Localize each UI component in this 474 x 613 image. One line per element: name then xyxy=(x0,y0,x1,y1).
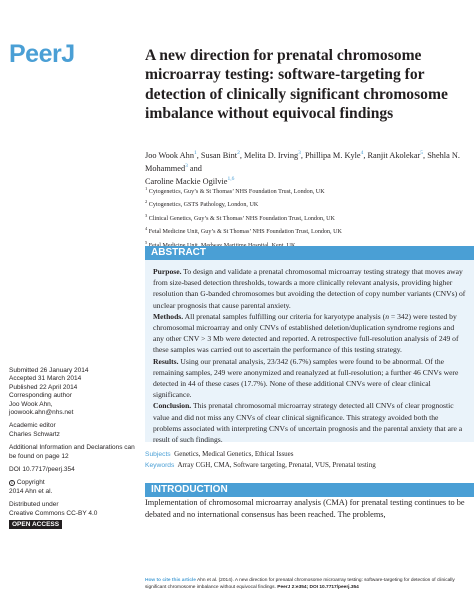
author[interactable]: Caroline Mackie Ogilvie$^{1,6}$ xyxy=(145,176,235,187)
distributed-label: Distributed under xyxy=(9,501,59,509)
introduction-text: Implementation of chromosomal microarray analysis (CMA) for prenatal testing continues to be debated and no international consensus has been reached. The problems, xyxy=(145,498,465,519)
abstract-results: Results. Using our prenatal analysis, 23/342 (6.7%) samples were found to be abnormal. Of the remaining samples, 249 were anonymized and reanalyzed at full-resolution; a further 46 CNVs were detected in 44 of these cases (17.7%). None of these additional CNVs were of clear clinical significance. xyxy=(153,356,459,400)
subjects-links[interactable]: Genetics, Medical Genetics, Ethical Issues xyxy=(174,450,294,458)
peerj-logo[interactable]: PeerJ xyxy=(9,40,75,68)
published-date: Published 22 April 2014 xyxy=(9,383,78,391)
corresponding-author-email[interactable]: joowook.ahn@nhs.net xyxy=(9,409,74,417)
author[interactable]: Susan Bint$^2$ xyxy=(200,150,240,160)
license-link[interactable]: Creative Commons CC-BY 4.0 xyxy=(9,509,98,517)
affiliation: $^2$ Cytogenetics, GSTS Pathology, London, UK xyxy=(145,199,259,209)
affiliation: $^4$ Fetal Medicine Unit, Guy’s & St Thomas’ NHS Foundation Trust, London, UK xyxy=(145,226,342,236)
cite-journal[interactable]: PeerJ 2:e354; DOI 10.7717/peerj.354 xyxy=(277,585,359,590)
author-list: Joo Wook Ahn$^1$, Susan Bint$^2$, Melita D. Irving$^3$, Phillipa M. Kyle$^4$, Ranjit Akolekar$^5$, Shehla N. Mohammed$^3$ and Caroline Mackie Ogilvie$^{1,6}$ xyxy=(145,150,460,187)
author[interactable]: Melita D. Irving$^3$ xyxy=(243,150,301,160)
academic-editor-label: Academic editor xyxy=(9,422,56,430)
corresponding-author-name: Joo Wook Ahn, xyxy=(9,400,53,408)
corresponding-author-label: Corresponding author xyxy=(9,392,72,400)
doi[interactable]: DOI 10.7717/peerj.354 xyxy=(9,466,75,474)
copyright-icon: c xyxy=(10,479,14,485)
article-title: A new direction for prenatal chromosome microarray testing: software-targeting for detection of clinically significant chromosome imbalance without equivocal findings xyxy=(145,47,448,123)
affiliation: $^3$ Clinical Genetics, Guy’s & St Thomas’ NHS Foundation Trust, London, UK xyxy=(145,212,335,222)
subjects-keywords xyxy=(145,449,470,471)
subjects-row: Subjects Genetics, Medical Genetics, Ethical Issues xyxy=(145,450,294,458)
author[interactable]: Phillipa M. Kyle$^4$ xyxy=(305,150,364,160)
open-access-badge[interactable]: OPEN ACCESS xyxy=(9,520,62,529)
abstract-conclusion: Conclusion. This prenatal chromosomal microarray strategy detected all CNVs of clear prognostic value and did not miss any CNVs of clear clinical significance. This strategy avoided both the problems associated with interpreting CNVs of uncertain prognosis and the parental anxiety that are a result of such findings. xyxy=(153,401,463,445)
abstract-purpose: Purpose. To design and validate a prenatal chromosomal microarray testing strategy that moves away from size-based detection thresholds, towards a more clinically relevant analysis, providing higher resolution than G-banded chromosomes but avoiding the detection of copy number variants (CNVs) of unclear prognosis that cause parental anxiety. xyxy=(153,267,466,310)
additional-info-note[interactable]: Additional Information and Declarations can be found on page 12 xyxy=(9,444,135,460)
submitted-date: Submitted 26 January 2014 xyxy=(9,367,89,374)
abstract-heading: ABSTRACT xyxy=(145,246,474,260)
abstract-methods: Methods. All prenatal samples fulfilling our criteria for karyotype analysis (n = 342) were tested by chromosomal microarray and only CNVs of established deletion/duplication syndrome regions and any other CNV > 3 Mb were detected and reported. A retrospective full-resolution analysis of 249 of these samples was carried out to ascertain the performance of this testing strategy. xyxy=(153,311,459,355)
introduction-heading: INTRODUCTION xyxy=(145,483,474,497)
affiliation: $^1$ Cytogenetics, Guy’s & St Thomas’ NHS Foundation Trust, London, UK xyxy=(145,186,325,196)
copyright-holder: 2014 Ahn et al. xyxy=(9,487,53,495)
citation-footer: How to cite this article Ahn et al. (2014). A new direction for prenatal chromosome microarray testing: software-targeting for detection of clinically significant chromosome imbalance without equivocal findings. PeerJ 2:e354; DOI 10.7717/peerj.354 xyxy=(145,578,455,590)
author[interactable]: Ranjit Akolekar$^5$ xyxy=(367,150,424,160)
keywords-row: Keywords Array CGH, CMA, Software targeting, Prenatal, VUS, Prenatal testing xyxy=(145,461,376,469)
copyright-row: c Copyright xyxy=(10,479,45,487)
affiliation: 5 xyxy=(145,239,148,245)
article-info-sidebar xyxy=(9,367,136,530)
cite-label: How to cite this article xyxy=(145,578,196,583)
author[interactable]: Shehla N. Mohammed$^3$ xyxy=(145,150,460,174)
author[interactable]: Joo Wook Ahn$^1$ xyxy=(145,150,197,160)
academic-editor-name: Charles Schwartz xyxy=(9,430,60,438)
abstract-body xyxy=(145,260,474,445)
accepted-date: Accepted 31 March 2014 xyxy=(9,375,82,383)
